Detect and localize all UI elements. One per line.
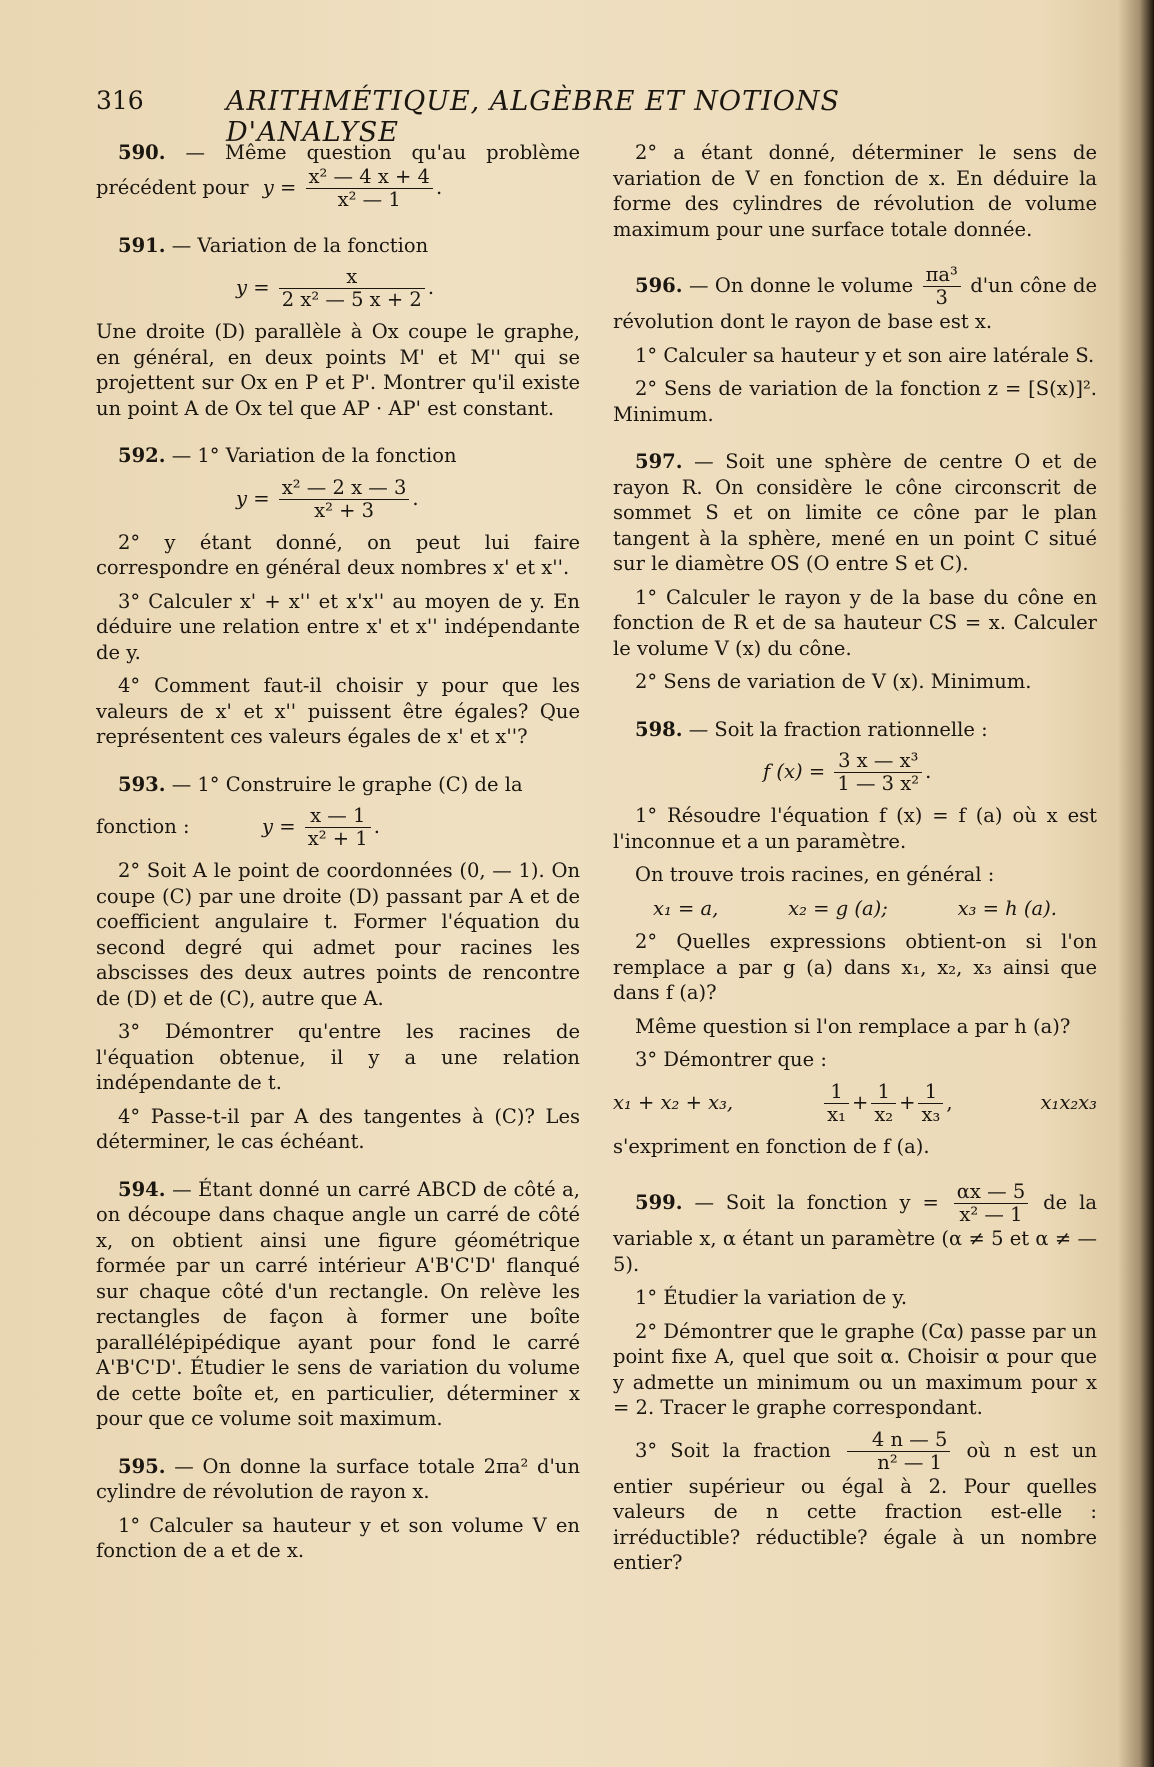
problem-text: — Même question qu'au problème précédent pour (96, 141, 580, 199)
problem-598-part3: 3° Démontrer que : (635, 1048, 827, 1071)
roots-row (653, 896, 1057, 922)
problem-number: 593. (118, 772, 166, 796)
fraction (279, 477, 410, 522)
numerator: πa³ (923, 264, 961, 287)
formula-593: fonction : y = $\frac{x — 1}{\text{x² + 1}}$ . (96, 804, 380, 850)
problem-text: — Soit la fraction rationnelle : (688, 717, 988, 741)
problem-592 (96, 443, 580, 469)
plus-sign: + (851, 1090, 869, 1114)
page-number: 316 (96, 86, 144, 115)
formula-lhs: y = (236, 486, 270, 510)
problem-number: 598. (635, 717, 683, 741)
denominator: x² + 1 (307, 827, 368, 850)
numerator: x (279, 266, 425, 289)
root-1: x₁ = a, (653, 896, 719, 920)
expression-product: x₁x₂x₃ (1040, 1091, 1097, 1115)
expression-reciprocals (821, 1081, 952, 1126)
denominator: x₃ (921, 1102, 941, 1126)
problem-text-cont: d'un cône de révolution dont le rayon de base est x. (613, 274, 1097, 333)
numerator: 1 (871, 1081, 896, 1104)
problem-text: — Soit la fonction y = (694, 1191, 939, 1214)
problem-text: 3° Soit la fraction (635, 1438, 831, 1462)
problem-597 (613, 449, 1097, 577)
plus-sign: + (899, 1090, 916, 1114)
problem-598 (613, 717, 1097, 743)
denominator: 1 — 3 x² (837, 772, 920, 795)
comma: , (946, 1090, 953, 1114)
problem-text: — On donne le volume (688, 274, 914, 297)
problem-598-roots-intro: On trouve trois racines, en général : (635, 863, 995, 886)
left-column (96, 140, 580, 1572)
problem-595-part1: 1° Calculer sa hauteur y et son volume V en fonction de a et de x. (96, 1513, 580, 1562)
problem-number: 594. (118, 1177, 166, 1201)
problem-number: 595. (118, 1454, 166, 1478)
problem-text-cont: où n est un entier supérieur ou égal à 2. Pour quelles valeurs de n cette fraction est-elle : irréductible? réductible? égale à un nombre entier? (613, 1438, 1097, 1574)
running-title: ARITHMÉTIQUE, ALGÈBRE ET NOTIONS D'ANALYSE (226, 86, 841, 148)
page-header (96, 86, 976, 148)
formula-lhs: y = (236, 276, 270, 299)
problem-599-part3 (613, 1429, 1097, 1576)
book-spine-shadow (1118, 0, 1154, 1767)
problem-text: — Étant donné un carré ABCD de côté a, on découpe dans chaque angle un carré de côté x, on obtient ainsi une figure géométrique formée par un carré intérieur A'B'C'D' flanqué sur chaque côté d'un rectangle. On relève les rectangles de façon à former une boîte parallélépipédique ayant pour fond le carré A'B'C'D'. Étudier le sens de variation du volume de cette boîte et, en particulier, déterminer x pour que ce volume soit maximum. (96, 1177, 581, 1430)
problem-593 (96, 772, 580, 798)
problem-598-part2b: Même question si l'on remplace a par h (a)? (635, 1014, 1071, 1038)
problem-number: 590. (118, 141, 166, 164)
problem-593-part2: 2° Soit A le point de coordonnées (0, — 1). On coupe (C) par une droite (D) passant par A et de coefficient angulaire t. Former l'équation du second degré qui admet pour racines les abscisses des deux autres points de rencontre de (D) et de (C), autre que A. (96, 859, 580, 1010)
fraction (306, 166, 433, 211)
root-3: x₃ = h (a). (957, 896, 1057, 920)
problem-598-part2: 2° Quelles expressions obtient-on si l'on remplace a par g (a) dans x₁, x₂, x₃ ainsi que dans f (a)? (613, 930, 1097, 1004)
denominator: 3 (935, 286, 948, 309)
formula-lhs: y = (262, 175, 297, 199)
problem-596 (613, 264, 1097, 335)
problem-599-part2: 2° Démontrer que le graphe (Cα) passe par un point fixe A, quel que soit α. Choisir α pour que y admette un minimum ou un maximum pour x = 2. Tracer le graphe correspondant. (613, 1319, 1097, 1419)
numerator: x² — 2 x — 3 (279, 477, 410, 500)
formula-lhs: f (x) = (763, 760, 826, 783)
expressions-row (613, 1081, 1097, 1126)
numerator: 1 (824, 1081, 849, 1104)
problem-number: 597. (635, 450, 683, 473)
fraction (305, 805, 371, 850)
root-2: x₂ = g (a); (788, 896, 888, 920)
problem-595 (96, 1454, 580, 1505)
denominator: x₁ (827, 1102, 846, 1126)
denominator: x₂ (874, 1102, 894, 1126)
problem-number: 591. (118, 233, 166, 257)
denominator: x² — 1 (337, 187, 401, 211)
problem-598-end: s'expriment en fonction de f (a). (613, 1134, 930, 1158)
problem-591-body: Une droite (D) parallèle à Ox coupe le graphe, en général, en deux points M' et M'' qui se projettent sur Ox en P et P'. Montrer qu'il existe un point A de Ox tel que AP · AP' est constant. (96, 320, 580, 420)
fraction (847, 1429, 950, 1474)
problem-text: — 1° Construire le graphe (C) de la (171, 772, 523, 796)
problem-text-cont: de la variable x, α étant un paramètre (α ≠ 5 et α ≠ — 5). (613, 1191, 1097, 1276)
problem-593-part4: 4° Passe-t-il par A des tangentes à (C)? Les déterminer, le cas échéant. (96, 1104, 580, 1153)
fraction (923, 264, 961, 309)
problem-595-part2: 2° a étant donné, déterminer le sens de variation de V en fonction de x. En déduire la forme des cylindres de révolution de volume maximum pour une surface totale donnée. (613, 141, 1097, 241)
numerator: αx — 5 (954, 1181, 1028, 1204)
problem-text: — On donne la surface totale 2πa² d'un cylindre de révolution de rayon x. (96, 1454, 580, 1503)
numerator: x — 1 (305, 805, 371, 828)
problem-599-part1: 1° Étudier la variation de y. (635, 1286, 908, 1309)
denominator: 2 x² — 5 x + 2 (281, 288, 422, 311)
problem-number: 592. (118, 444, 166, 467)
problem-number: 596. (635, 274, 683, 297)
formula-lhs: y = (261, 815, 296, 838)
problem-text: — Soit une sphère de centre O et de rayon R. On considère le cône circonscrit de sommet S et on limite ce cône par le plan tangent à la sphère, mené en un point C situé sur le diamètre OS (O entre S et C). (613, 450, 1097, 575)
fraction (954, 1181, 1028, 1226)
numerator: x² — 4 x + 4 (306, 166, 433, 189)
problem-592-part2: 2° y étant donné, on peut lui faire correspondre en général deux nombres x' et x''. (96, 530, 580, 579)
denominator: x² + 3 (314, 498, 375, 522)
fraction (279, 266, 425, 311)
formula-592: y = $\frac{\text{x² — 2 x — 3}}{\text{x² + 3}}$ . (236, 475, 419, 522)
numerator: 1 (918, 1081, 943, 1104)
formula-label: fonction : (96, 815, 190, 838)
problem-592-part3: 3° Calculer x' + x'' et x'x'' au moyen de y. En déduire une relation entre x' et x'' indépendante de y. (96, 589, 580, 664)
problem-number: 599. (635, 1191, 683, 1214)
problem-597-part2: 2° Sens de variation de V (x). Minimum. (635, 670, 1032, 693)
denominator: n² — 1 (877, 1450, 942, 1474)
expression-sum: x₁ + x₂ + x₃, (613, 1091, 734, 1115)
denominator: x² — 1 (959, 1203, 1023, 1226)
problem-592-part4: 4° Comment faut-il choisir y pour que les valeurs de x' et x'' puissent être égales? Que représentent ces valeurs égales de x' et x''? (96, 674, 580, 748)
problem-text: — 1° Variation de la fonction (171, 444, 457, 467)
formula-591: y = $\frac{x}{\text{2 x² — 5 x + 2}}$ . (236, 265, 435, 311)
fraction (834, 750, 922, 795)
problem-597-part1: 1° Calculer le rayon y de la base du cône en fonction de R et de sa hauteur CS = x. Calculer le volume V (x) du cône. (613, 585, 1097, 660)
formula-598: f (x) = $\frac{\text{3 x — x³}}{\text{1 — 3 x²}}$ . (763, 749, 932, 795)
problem-591 (96, 233, 580, 259)
problem-593-part3: 3° Démontrer qu'entre les racines de l'équation obtenue, il y a une relation indépendante de t. (96, 1020, 580, 1094)
problem-596-part2: 2° Sens de variation de la fonction z = [S(x)]². Minimum. (613, 377, 1097, 426)
numerator: 4 n — 5 (847, 1429, 950, 1452)
problem-599 (613, 1181, 1097, 1277)
right-column (613, 140, 1097, 1584)
problem-598-part1: 1° Résoudre l'équation f (x) = f (a) où x est l'inconnue et a un paramètre. (613, 804, 1097, 853)
numerator: 3 x — x³ (834, 750, 922, 773)
problem-text: — Variation de la fonction (171, 233, 429, 257)
problem-594 (96, 1177, 580, 1432)
problem-596-part1: 1° Calculer sa hauteur y et son aire latérale S. (635, 343, 1095, 367)
problem-590: 590. — Même question qu'au problème précédent pour y = $\frac{\text{x² — 4 x + 4}}{\text{x² — 1}}$ . (96, 141, 580, 211)
